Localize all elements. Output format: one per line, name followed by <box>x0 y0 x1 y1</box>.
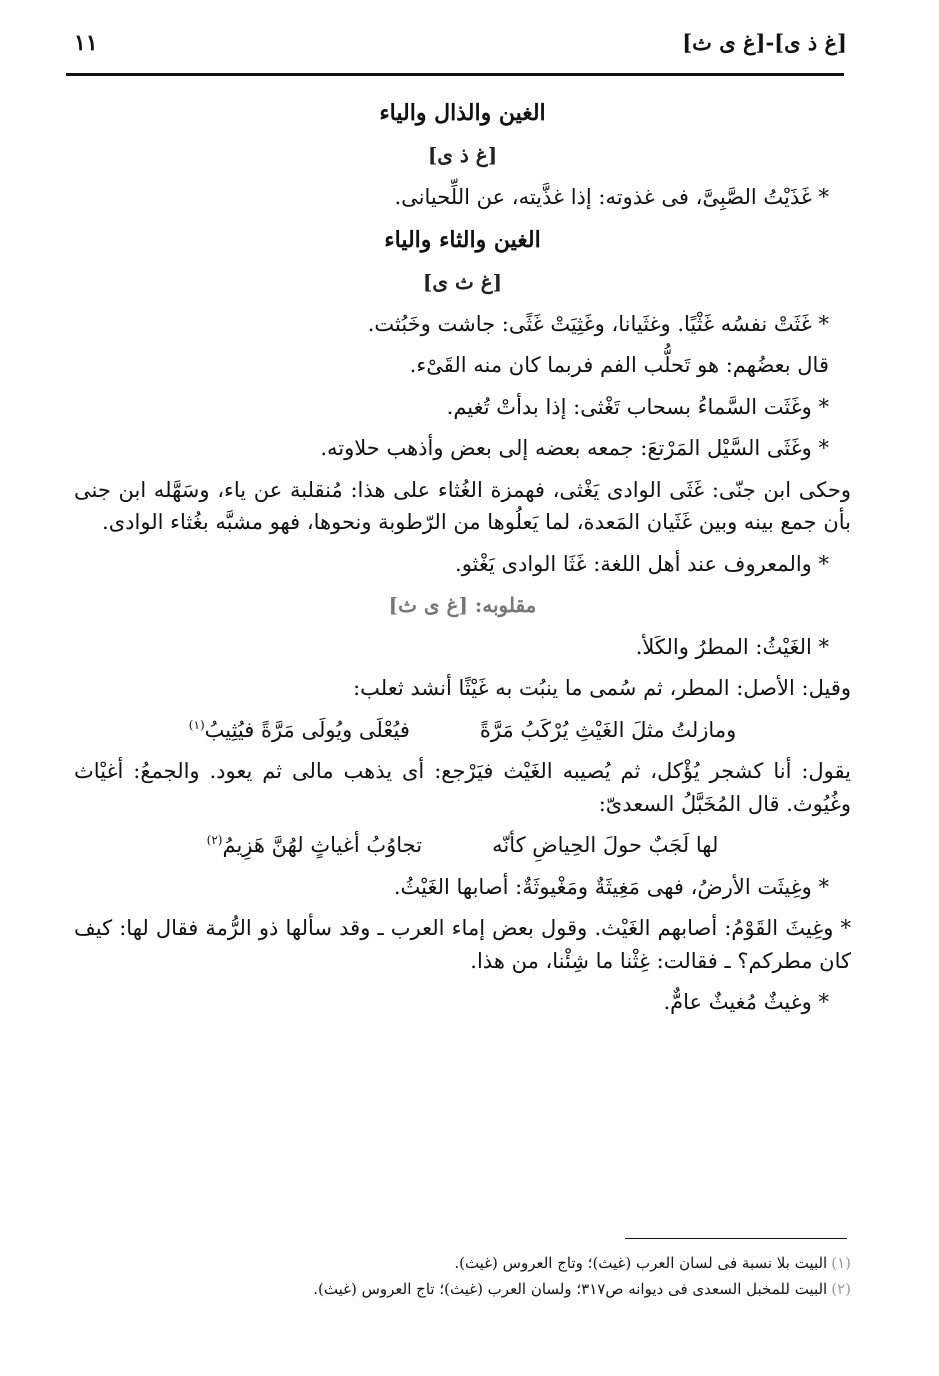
footnote-2-marker: (٢) <box>831 1280 851 1299</box>
verse-1-second-hemistich-wrap <box>189 714 410 747</box>
paragraph-ibn-jinni: وحكى ابن جنّى: غَثَى الوادى يَغْثى، فهمزة الغُثاء على هذا: مُنقلبة عن ياء، وسَهَّله ابن جنى بأن جمع بينه وبين غَثَيان المَعدة، لما يَعلُوها من الرّطوبة ونحوها، فهو مشبَّه بغُثاء الوادى. <box>74 477 851 535</box>
root-heading-gh-y-th: مقلوبه: [غ ی ث] <box>388 592 537 617</box>
entry-ghayth-mughith: * وغيثٌ مُغيثٌ عامٌّ. <box>663 990 829 1015</box>
footnote-2 <box>74 1276 851 1302</box>
footnote-ref-1: (١) <box>188 717 205 732</box>
verse-2 <box>74 829 851 862</box>
paragraph-ghith-alqawm: * وغِيثَ القَوْمُ: أصابهم الغَيْث. وقول بعض إماء العرب ـ وقد سألها ذو الرُّمة فقال لها: كيف كان مطركم؟ ـ فقالت: غِثْنا ما شِئْنا، من هذا. <box>74 916 851 973</box>
root-heading-gh-th-y: [غ ث ی] <box>422 269 503 294</box>
verse-2-first-hemistich: لها لَجَبٌ حولَ الحِياضِ كأنّه <box>492 833 719 858</box>
paragraph-yaqul: يقول: أنا كشجر يُؤْكل، ثم يُصيبه الغَيْث فيَرْجع: أى يذهب مالى ثم يعود. والجمعُ: أغيْاث وغُيُوث. قال المُخَبَّلُ السعدىّ: <box>74 759 851 816</box>
verse-1-first-hemistich: ومازلتُ مثلَ الغَيْثِ يُرْكَبُ مَرَّةً <box>479 717 737 742</box>
entry-ghatha-alsayl: * وغَثَى السَّيْل المَرْتعَ: جمعه بعضه إلى بعض وأذهب حلاوته. <box>320 436 829 461</box>
footnote-1-text: البيت بلا نسبة فى لسان العرب (غيث)؛ وتاج العروس (غيث). <box>454 1254 828 1272</box>
entry-alghayth: * الغَيْثُ: المطرُ والكَلأ. <box>635 634 829 659</box>
section-heading-ghayn-dhal-ya: الغين والذال والياء <box>379 100 546 126</box>
section-heading-ghayn-tha-ya: الغين والثاء والياء <box>384 226 541 253</box>
footnote-1-marker: (١) <box>831 1254 851 1272</box>
header-rule <box>66 73 844 76</box>
verse-2-second-hemistich-wrap <box>207 829 422 862</box>
entry-ghithat-alard: * وغِيثَت الأرضُ، فهى مَغِيثَةٌ ومَغْيوثَةٌ: أصابها الغَيْثُ. <box>393 874 829 899</box>
main-text <box>74 92 851 1028</box>
footnote-1 <box>74 1250 851 1276</box>
footnote-ref-2: (٢) <box>206 833 223 848</box>
entry-ghathat: * غَثَتْ نفسُه غَثْيًا. وغثَيانا، وغَثِيَتْ غَثًى: جاشت وخَبُثت. <box>367 311 829 336</box>
running-head: [غ ذ ی]-[غ ی ث] <box>682 30 847 55</box>
entry-almaruf: * والمعروف عند أهل اللغة: غَثَا الوادى يَغْثو. <box>455 552 829 577</box>
verse-1-second-hemistich: فيُعْلَى ويُولَى مَرَّةً فيُثِيبُ <box>204 717 410 742</box>
footnote-2-text: البيت للمخبل السعدى فى ديوانه ص٣١٧؛ ولسان العرب (غيث)؛ تاج العروس (غيث). <box>313 1280 828 1299</box>
footnote-rule <box>625 1238 847 1239</box>
root-heading-gh-dh-y: [غ ذ ی] <box>427 143 498 168</box>
entry-ghathat-alsama: * وغَثَت السَّماءُ بسحاب تَغْثى: إذا بدأتْ تُغيم. <box>446 394 829 419</box>
line-qila-alasl: وقيل: الأصل: المطر، ثم سُمى ما ينبُت به غَيْثًا أنشد ثعلب: <box>353 676 851 701</box>
line-qala-badhuhum: قال بعضُهم: هو تَحلُّب الفم فربما كان منه القَىْء. <box>409 353 829 378</box>
footnotes <box>74 1250 851 1303</box>
page-number: ١١ <box>74 30 98 56</box>
verse-1 <box>74 714 851 747</box>
entry-ghadhaytu: * غَذَيْتُ الصَّبِىَّ، فى غذوته: إذا غذَّيته، عن اللِّحيانى. <box>394 185 829 210</box>
verse-2-second-hemistich: تجاوُبُ أغياثٍ لهُنَّ هَزِيمُ <box>222 833 423 858</box>
